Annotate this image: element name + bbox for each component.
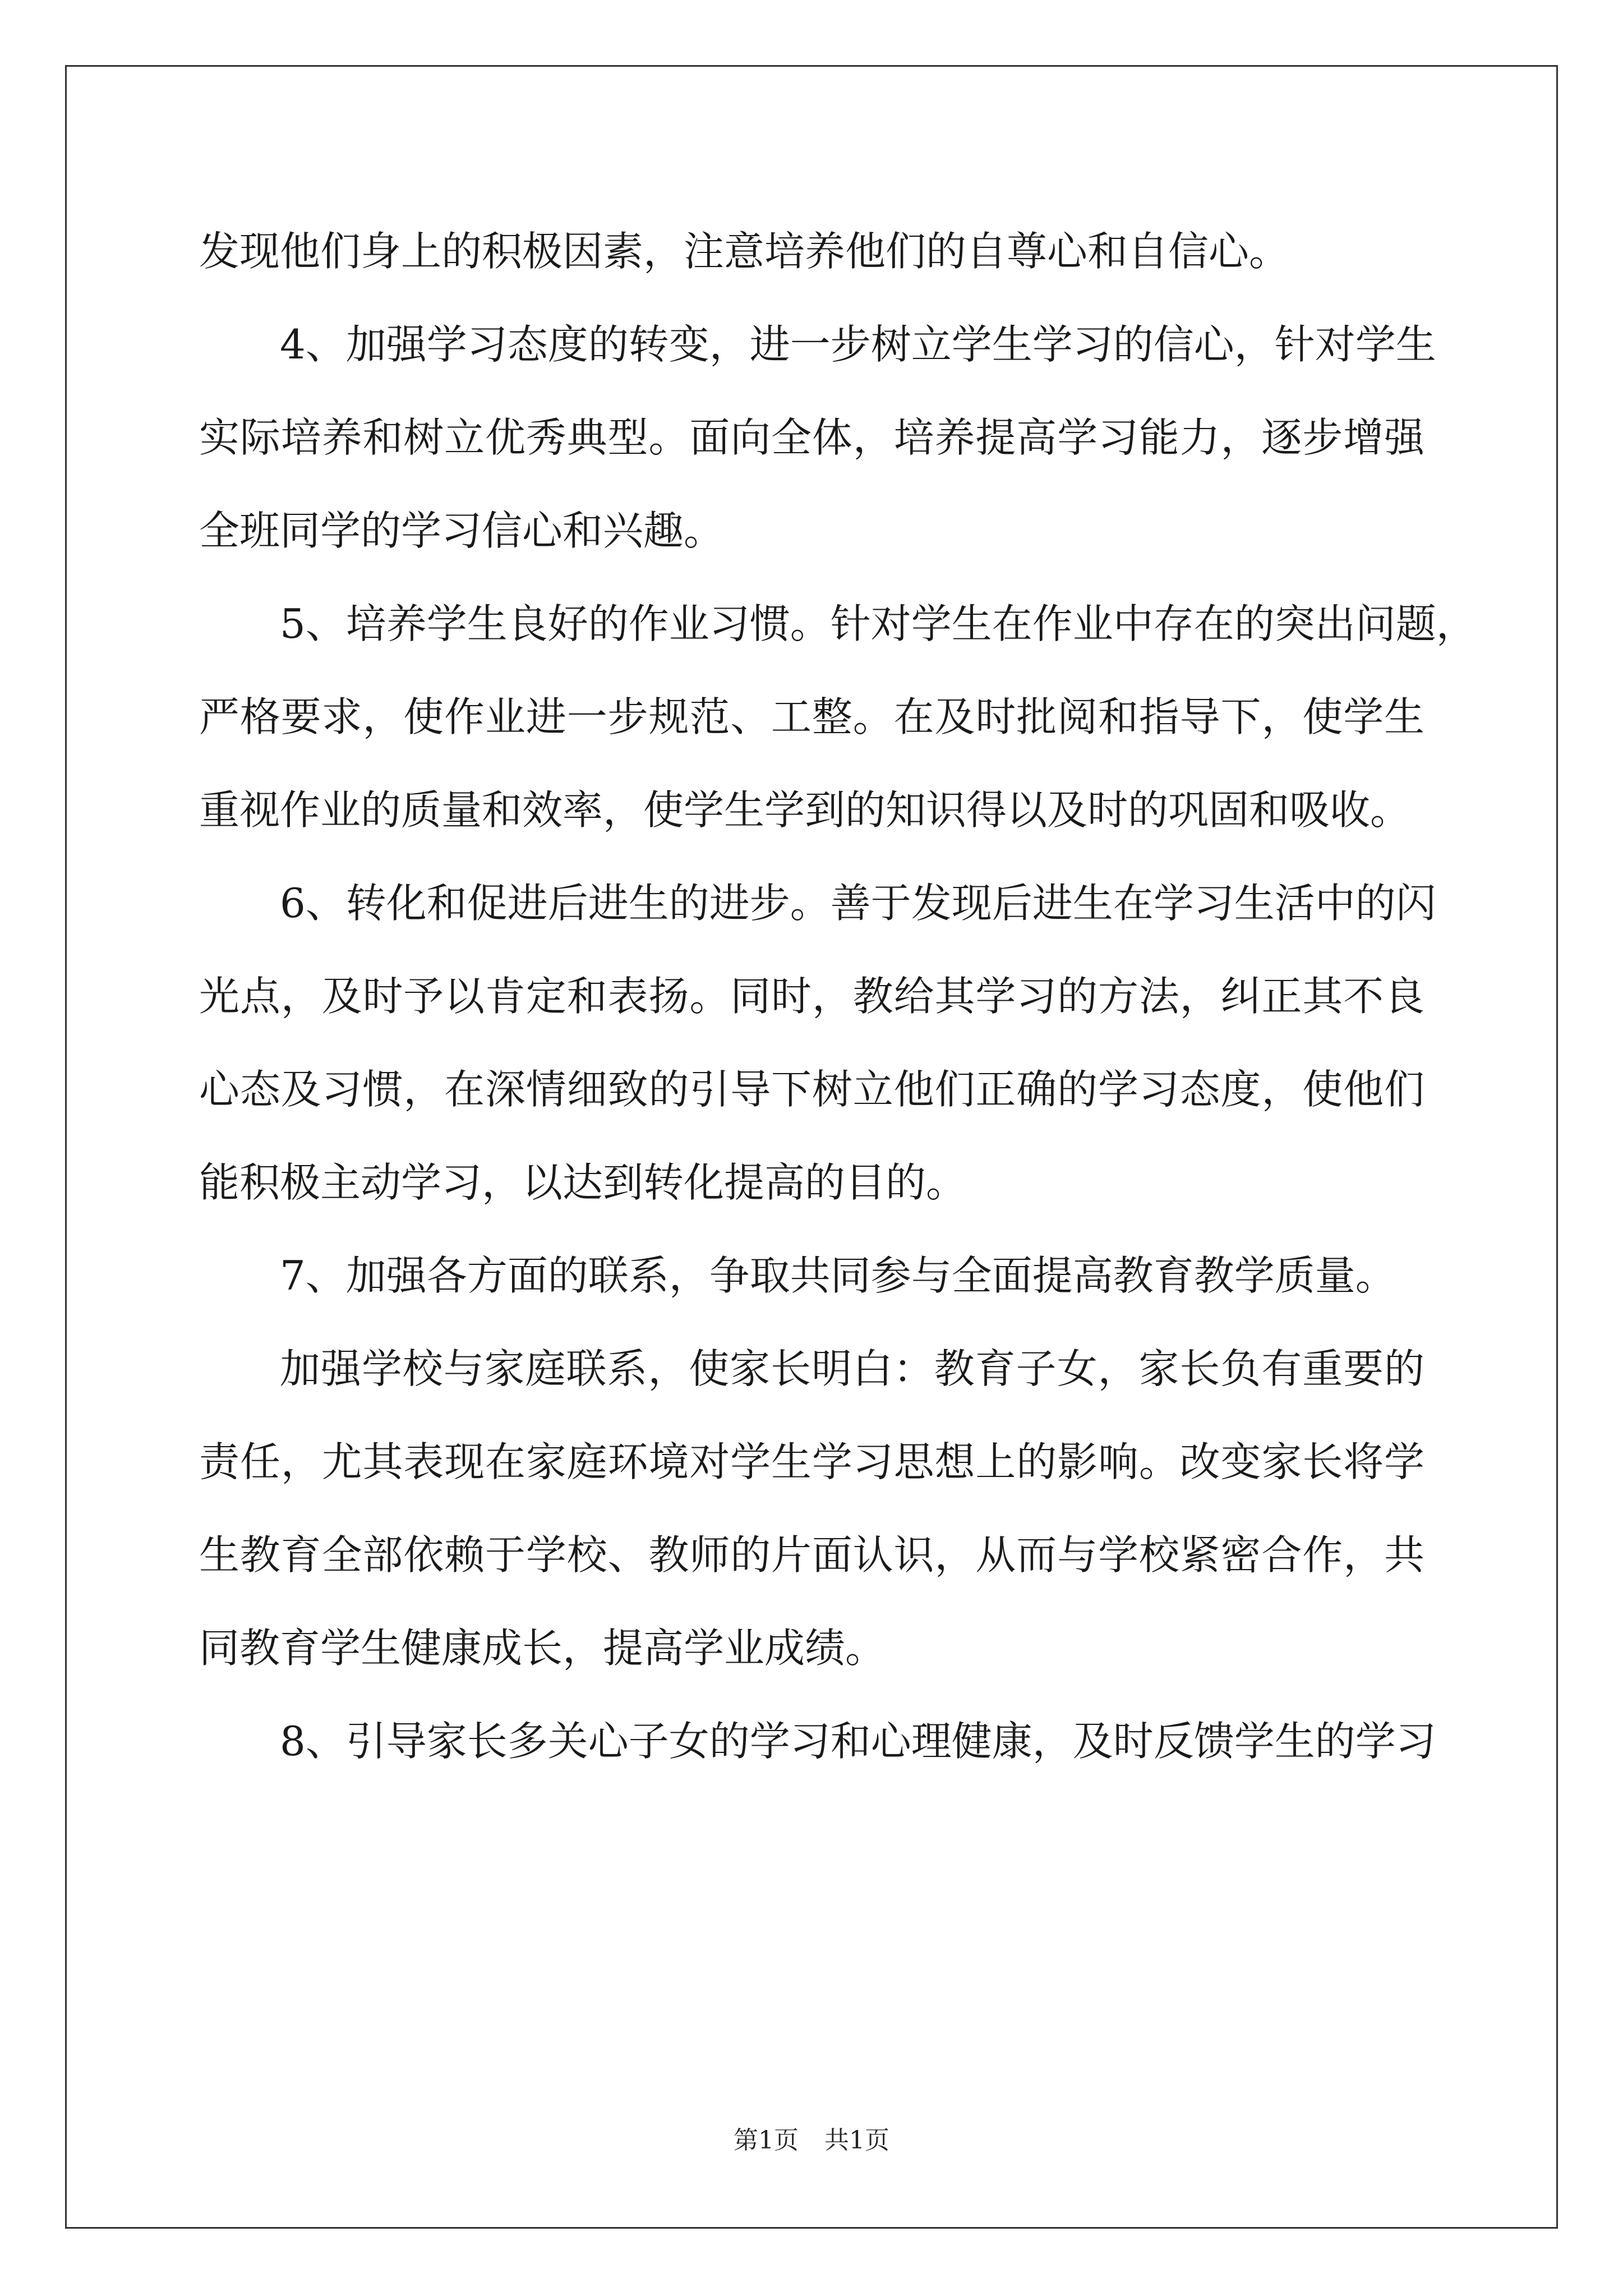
text-line: 全班同学的学习信心和兴趣。 (199, 507, 725, 554)
text-line: 能积极主动学习，以达到转化提高的目的。 (199, 1159, 967, 1206)
page-number-total: 共1页 (824, 2126, 889, 2155)
text-line: 光点，及时予以肯定和表扬。同时，教给其学习的方法，纠正其不良 (199, 973, 1424, 1020)
text-line: 发现他们身上的积极因素，注意培养他们的自尊心和自信心。 (199, 228, 1290, 275)
text-line: 实际培养和树立优秀典型。面向全体，培养提高学习能力，逐步增强 (199, 414, 1424, 461)
text-line: 同教育学生健康成长，提高学业成绩。 (199, 1625, 886, 1672)
page-number-current: 第1页 (734, 2126, 799, 2155)
paragraph-start-line: 8、引导家长多关心子女的学习和心理健康，及时反馈学生的学习 (280, 1718, 1436, 1765)
paragraph-start-line: 4、加强学习态度的转变，进一步树立学生学习的信心，针对学生 (280, 321, 1436, 368)
text-line: 责任，尤其表现在家庭环境对学生学习思想上的影响。改变家长将学 (199, 1438, 1424, 1485)
text-line: 心态及习惯，在深情细致的引导下树立他们正确的学习态度，使他们 (199, 1066, 1424, 1113)
text-line: 严格要求，使作业进一步规范、工整。在及时批阅和指导下，使学生 (199, 693, 1424, 740)
paragraph-start-line: 加强学校与家庭联系，使家长明白：教育子女，家长负有重要的 (280, 1345, 1424, 1392)
page-footer (0, 2124, 1623, 2157)
paragraph-start-line: 7、加强各方面的联系，争取共同参与全面提高教育教学质量。 (280, 1252, 1396, 1299)
paragraph-start-line: 5、培养学生良好的作业习惯。针对学生在作业中存在的突出问题， (280, 600, 1477, 647)
paragraph-start-line: 6、转化和促进后进生的进步。善于发现后进生在学习生活中的闪 (280, 880, 1436, 927)
document-body (199, 205, 1477, 1788)
text-line: 生教育全部依赖于学校、教师的片面认识，从而与学校紧密合作，共 (199, 1531, 1424, 1579)
text-line: 重视作业的质量和效率，使学生学到的知识得以及时的巩固和吸收。 (199, 786, 1411, 834)
